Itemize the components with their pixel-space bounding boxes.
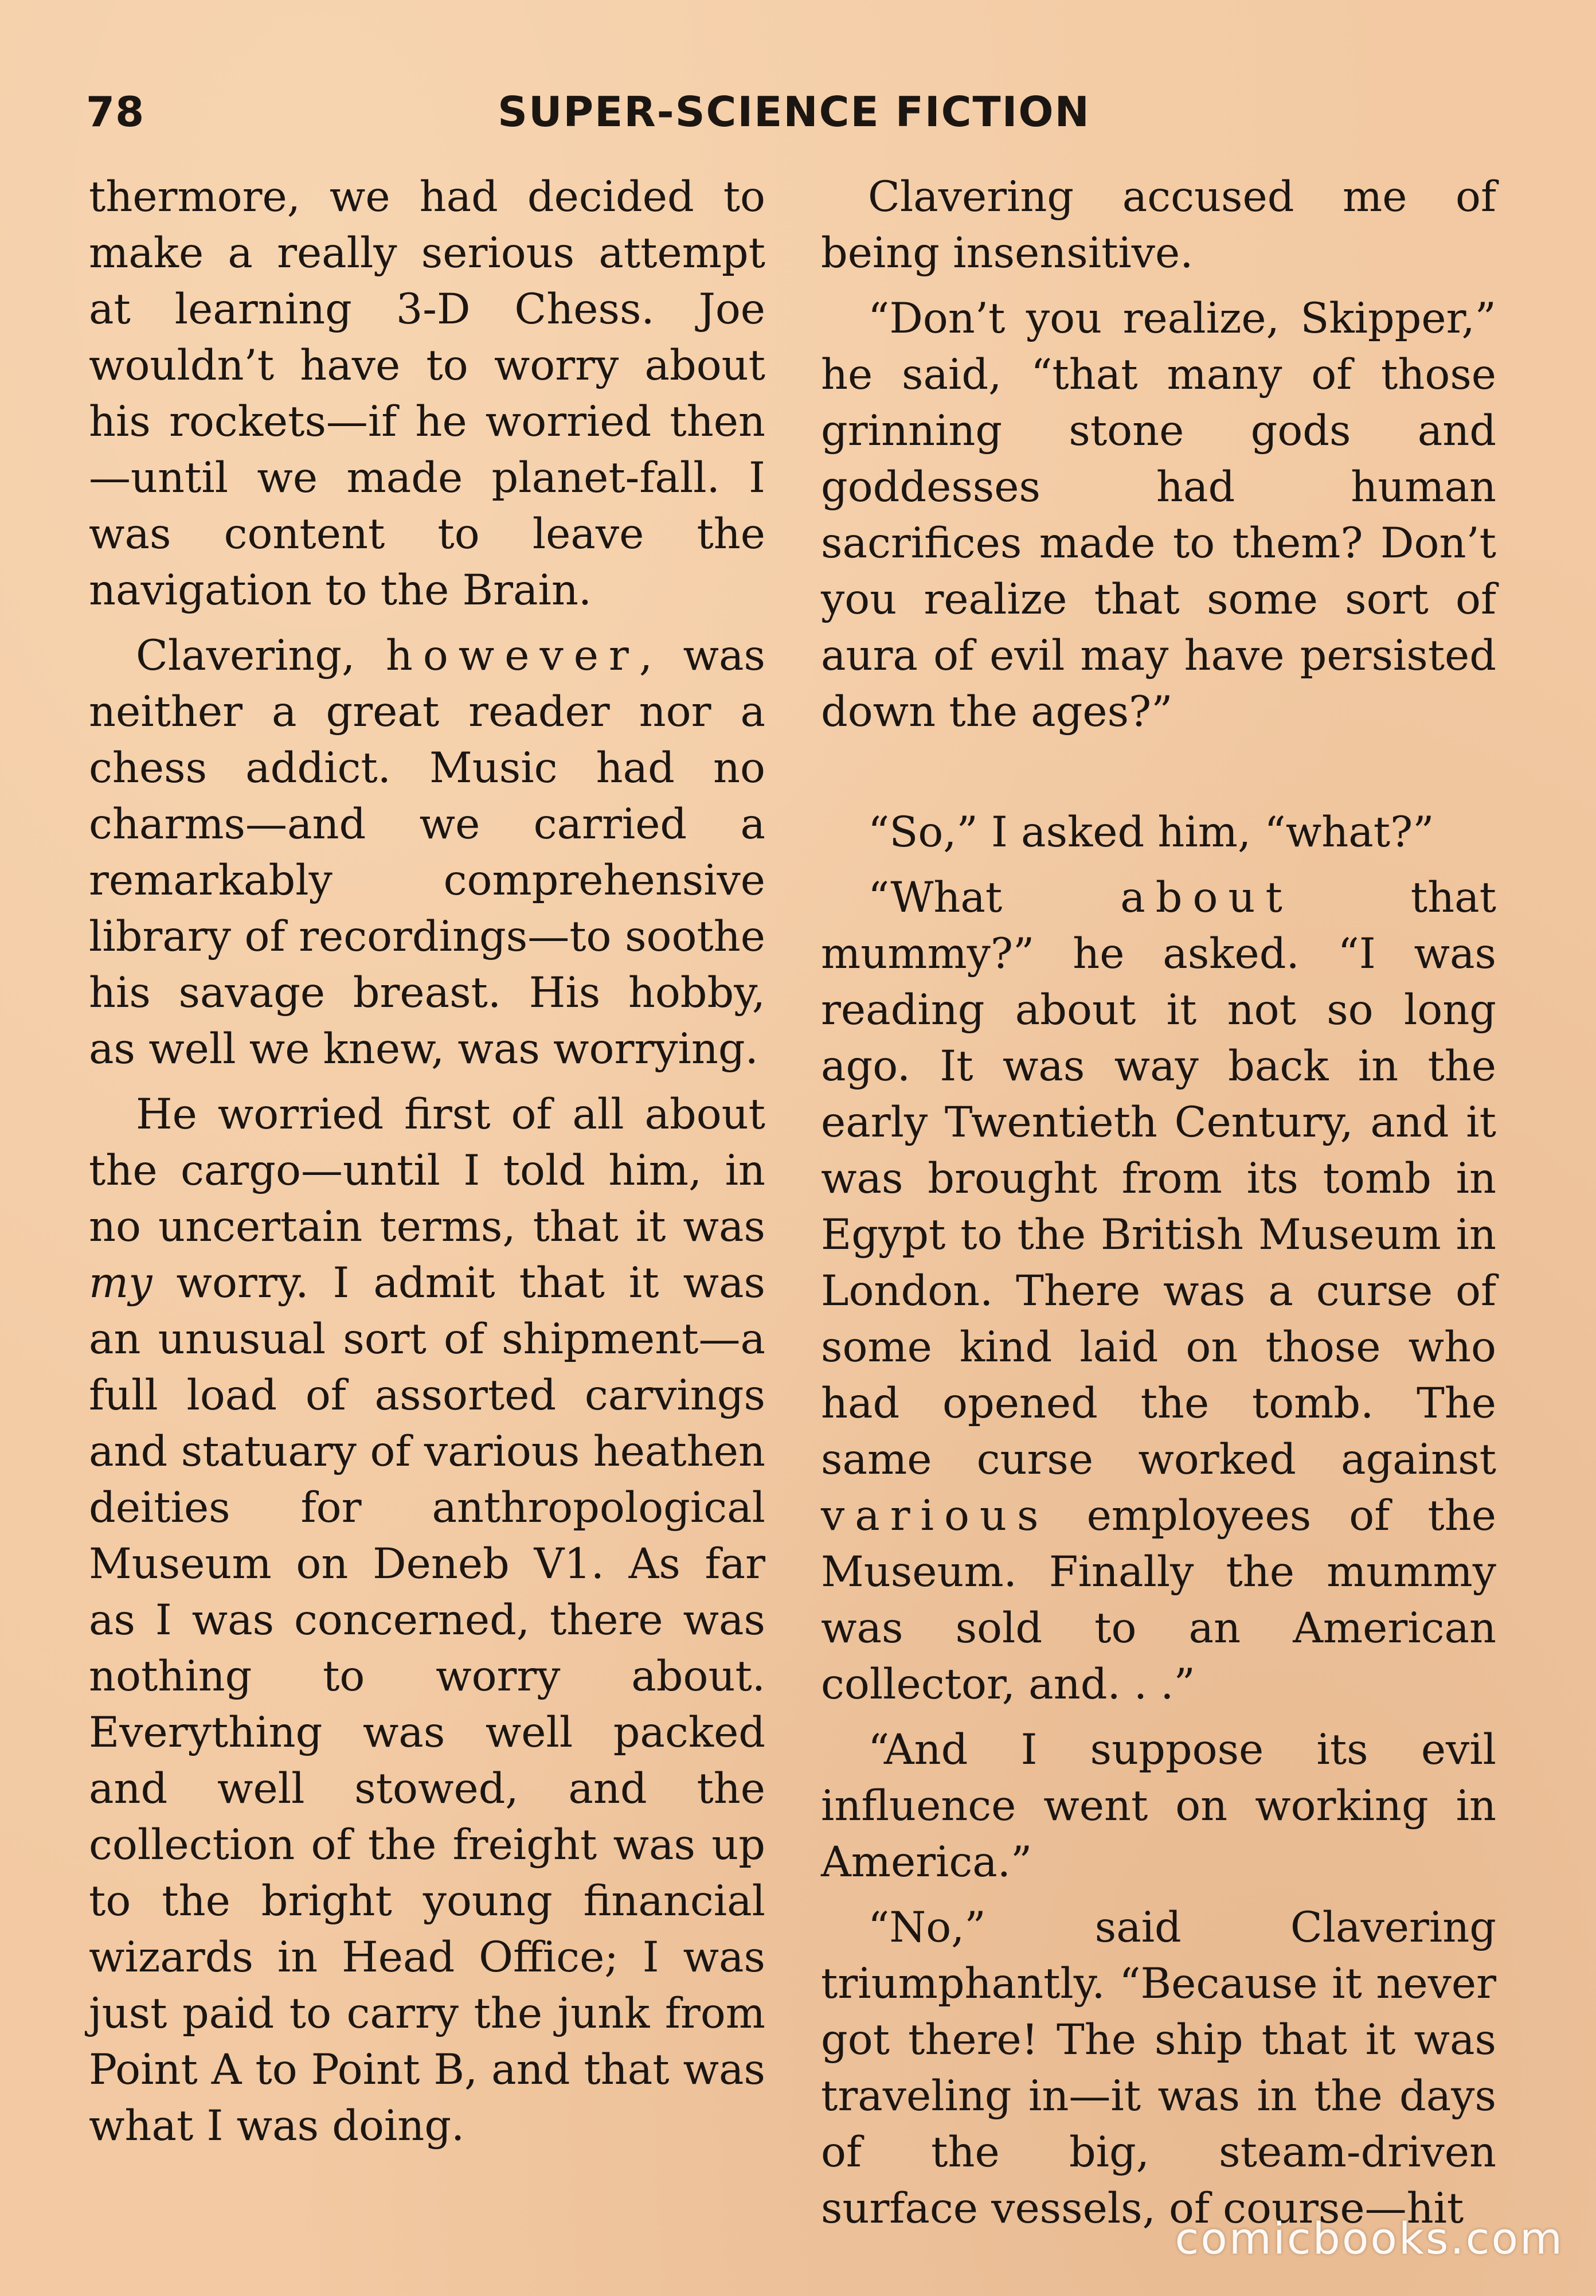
paragraph: Clavering accused me of being insensitive. [821, 173, 1496, 278]
letterspaced-word: about [1120, 873, 1293, 922]
left-text-column [89, 169, 765, 2164]
letterspaced-word: various [821, 1491, 1049, 1540]
italic-word: my [89, 1259, 152, 1307]
page-number: 78 [86, 88, 145, 136]
text-run: employees of the Museum. Finally the mummy was sold to an American collector, and. . .” [821, 1491, 1496, 1709]
paragraph [89, 1087, 765, 2154]
text-run: , was neither a great reader nor a chess addict. Music had no charms—and we carried a remarkably comprehensive library of recordings—to soothe his savage breast. His hobby, as well we knew, was worrying. [89, 631, 765, 1073]
text-run: worry. I admit that it was an unusual sort of shipment—a full load of assorted carvings and statuary of various heathen deities for anthropological Museum on Deneb V1. As far as I was concerned, there was nothing to worry about. Everything was well packed and well stowed, and the collection of the freight was up to the bright young financial wizards in Head Office; I was just paid to carry the junk from Point A to Point B, and that was what I was doing. [89, 1259, 765, 2150]
paragraph: “Don’t you realize, Skipper,” he said, “that many of those grinning stone gods and goddesses had human sacrifices made to them? Don’t you realize that some sort of aura of evil may have persisted down the ages?” [821, 294, 1496, 736]
text-run: “What [868, 873, 1121, 922]
paragraph: “No,” said Clavering triumphantly. “Because it never got there! The ship that it was traveling in—it was in the days of the big, steam-driven surface vessels, of course—hit [821, 1903, 1496, 2233]
page-header [86, 86, 1502, 138]
paragraph: “And I suppose its evil influence went on working in America.” [821, 1725, 1496, 1887]
paragraph [821, 870, 1496, 1713]
text-run: He worried first of all about the cargo—until I told him, in no uncertain terms, that it was [89, 1090, 765, 1251]
running-head-title: SUPER-SCIENCE FICTION [498, 88, 1090, 136]
letterspaced-word: however [385, 631, 639, 680]
paragraph: thermore, we had decided to make a really serious attempt at learning 3-D Chess. Joe wouldn’t have to worry about his rockets—if he worried then—until we made planet-fall. I was content to leave the navigation to the Brain. [89, 173, 765, 615]
paragraph: “So,” I asked him, “what?” [868, 808, 1434, 857]
right-text-column [821, 169, 1496, 2246]
paragraph [89, 628, 765, 1077]
text-run: that mummy?” he asked. “I was reading about it not so long ago. It was way back in the early Twentieth Century, and it was brought from its tomb in Egypt to the British Museum in London. There was a curse of some kind laid on those who had opened the tomb. The same curse worked against [821, 873, 1496, 1484]
text-run: Clavering, [136, 631, 386, 680]
site-watermark: comicbooks.com [1175, 2213, 1564, 2264]
